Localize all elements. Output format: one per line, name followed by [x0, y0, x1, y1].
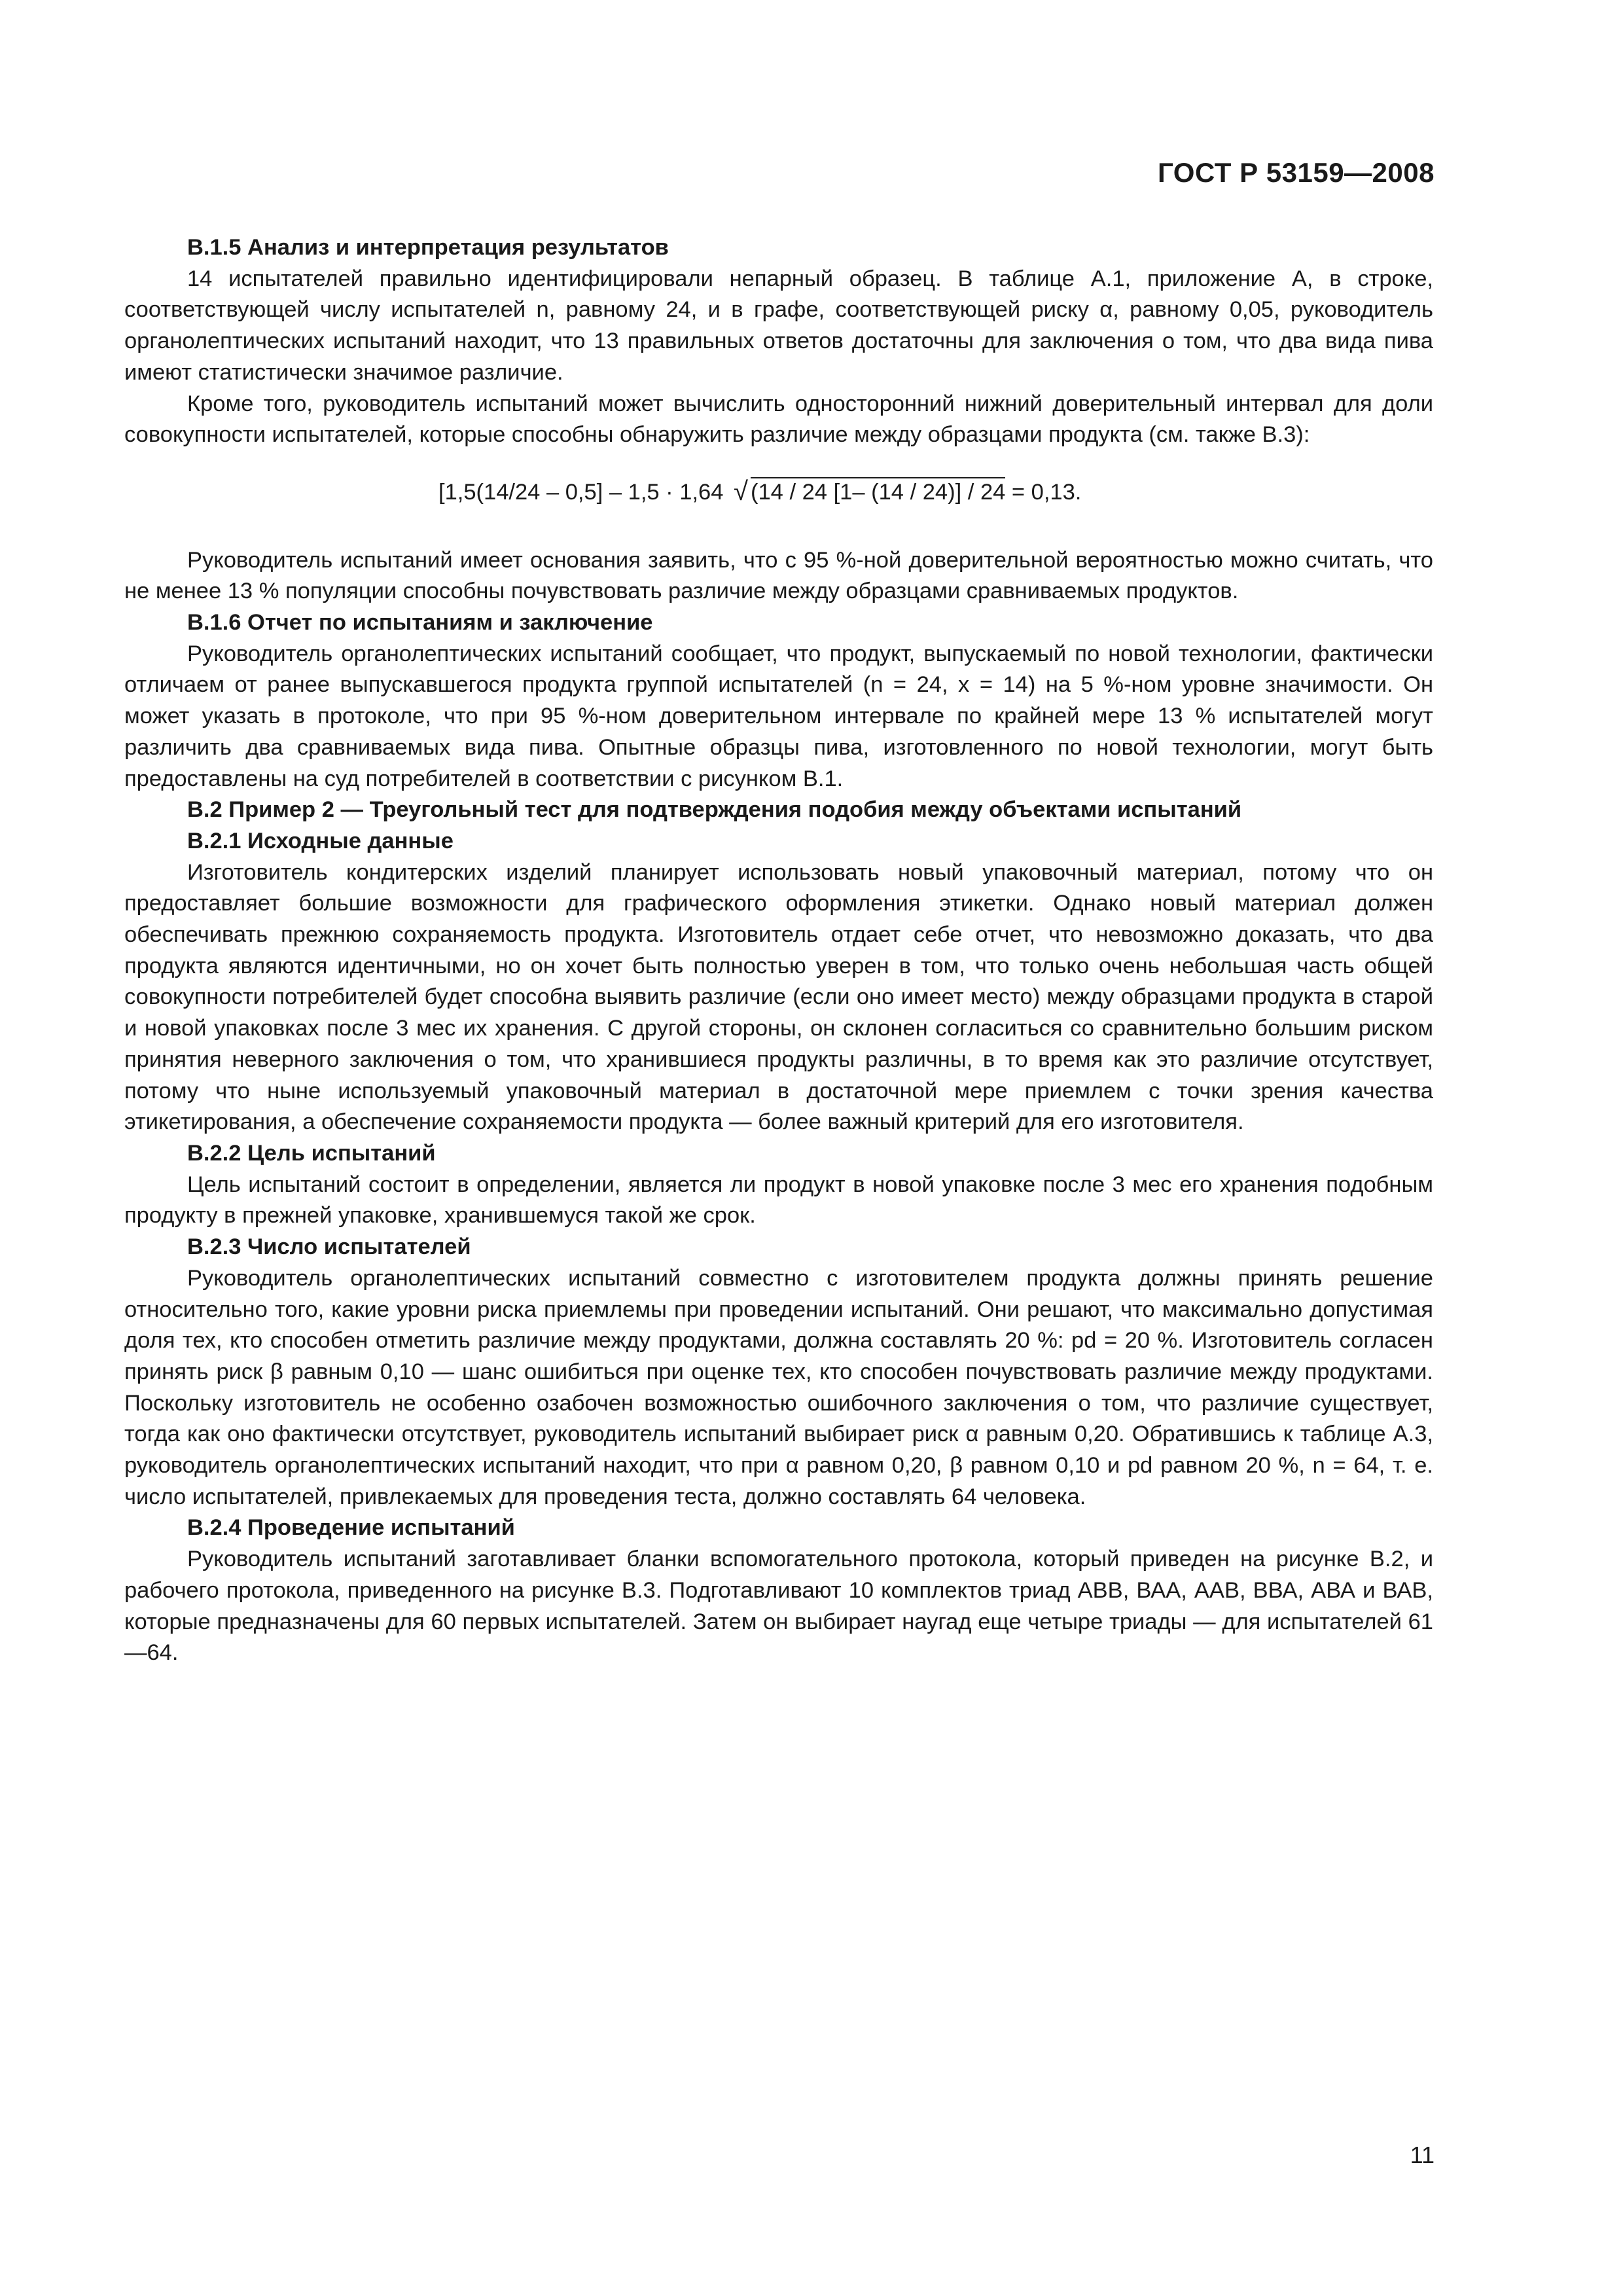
section-heading-b21: В.2.1 Исходные данные: [187, 828, 454, 853]
paragraph: Кроме того, руководитель испытаний может вычислить односторонний нижний доверительный интервал для доли совокупности испытателей, которые способны обнаружить различие между образцами продукта (см. также В.3):: [124, 391, 1433, 448]
section-heading-b15: В.1.5 Анализ и интерпретация результатов: [187, 235, 669, 260]
radical-sign-icon: √: [734, 476, 748, 506]
paragraph: Руководитель органолептических испытаний сообщает, что продукт, выпускаемый по новой технологии, фактически отличаем от ранее выпускавшегося продукта группой испытателей (n = 24, x = 14) на 5 %-ном уровне значимости. Он может указать в протоколе, что при 95 %-ном доверительном интервале по крайней мере 13 % испытателей могут различить два сравниваемых вида пива. Опытные образцы пива, изготовленного по новой технологии, могут быть предоставлены на суд потребителей в соответствии с рисунком В.1.: [124, 641, 1433, 791]
paragraph: Руководитель испытаний заготавливает бланки вспомогательного протокола, который приведен на рисунке В.2, и рабочего протокола, приведенного на рисунке В.3. Подготавливают 10 комплектов триад АВВ, ВАА, ААВ, ВВА, АВА и ВАВ, которые предназначены для 60 первых испытателей. Затем он выбирает наугад еще четыре триады — для испытателей 61—64.: [124, 1547, 1433, 1666]
formula-radicand: (14 / 24 [1– (14 / 24)] / 24: [751, 477, 1005, 505]
section-heading-b2: В.2 Пример 2 — Треугольный тест для подтверждения подобия между объектами испытаний: [187, 797, 1242, 823]
formula-left: [1,5(14/24 – 0,5] – 1,5 · 1,64: [438, 479, 724, 505]
section-heading-b23: В.2.3 Число испытателей: [187, 1234, 471, 1260]
formula-result: = 0,13.: [1011, 479, 1082, 505]
section-heading-b16: В.1.6 Отчет по испытаниям и заключение: [187, 610, 653, 636]
page-number: 11: [1410, 2142, 1435, 2168]
confidence-interval-formula: [124, 461, 1433, 535]
paragraph: Руководитель испытаний имеет основания заявить, что с 95 %-ной доверительной вероятностью можно считать, что не менее 13 % популяции способны почувствовать различие между образцами сравниваемых продуктов.: [124, 547, 1433, 604]
section-heading-b24: В.2.4 Проведение испытаний: [187, 1515, 515, 1541]
paragraph: Руководитель органолептических испытаний совместно с изготовителем продукта должны принять решение относительно того, какие уровни риска приемлемы при проведении испытаний. Они решают, что максимально допустимая доля тех, кто способен отметить различие между продуктами, должна составлять 20 %: pd = 20 %. Изготовитель согласен принять риск β равным 0,10 — шанс ошибиться при оценке тех, кто способен почувствовать различие между продуктами. Поскольку изготовитель не особенно озабочен возможностью ошибочного заключения о том, что различие существует, тогда как оно фактически отсутствует, руководитель испытаний выбирает риск α равным 0,20. Обратившись к таблице А.3, руководитель органолептических испытаний находит, что при α равном 0,20, β равном 0,10 и pd равном 20 %, n = 64, т. е. число испытателей, привлекаемых для проведения теста, должно составлять 64 человека.: [124, 1265, 1433, 1509]
standard-code-header: ГОСТ Р 53159—2008: [1158, 157, 1435, 188]
paragraph: Изготовитель кондитерских изделий планирует использовать новый упаковочный материал, потому что он предоставляет большие возможности для графического оформления этикетки. Однако новый материал должен обеспечивать прежнюю сохраняемость продукта. Изготовитель отдает себе отчет, что невозможно доказать, что два продукта являются идентичными, но он хочет быть полностью уверен в том, что только очень небольшая часть общей совокупности потребителей будет способна выявить различие (если оно имеет место) между образцами продукта в старой и новой упаковках после 3 мес их хранения. С другой стороны, он склонен согласиться со сравнительно большим риском принятия неверного заключения о том, что хранившиеся продукты различны, в то время как это различие отсутствует, потому что ныне используемый упаковочный материал в достаточной мере приемлем с точки зрения качества этикетирования, а обеспечение сохраняемости продукта — более важный критерий для его изготовителя.: [124, 859, 1433, 1135]
section-heading-b22: В.2.2 Цель испытаний: [187, 1140, 436, 1166]
paragraph: 14 испытателей правильно идентифицировали непарный образец. В таблице А.1, приложение А, в строке, соответствующей числу испытателей n, равному 24, и в графе, соответствующей риску α, равному 0,05, руководитель органолептических испытаний находит, что 13 правильных ответов достаточны для заключения о том, что два вида пива имеют статистически значимое различие.: [124, 266, 1433, 385]
document-body: [124, 232, 1433, 1669]
paragraph: Цель испытаний состоит в определении, является ли продукт в новой упаковке после 3 мес его хранения подобным продукту в прежней упаковке, хранившемуся такой же срок.: [124, 1172, 1433, 1229]
square-root: [734, 477, 1005, 509]
